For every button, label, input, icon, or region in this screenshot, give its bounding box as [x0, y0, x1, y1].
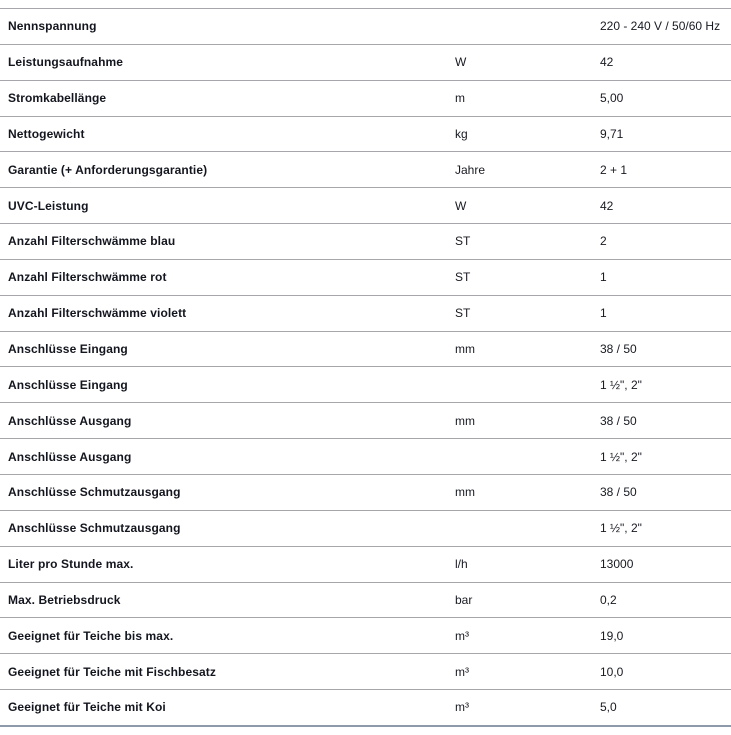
spec-label: Geeignet für Teiche mit Fischbesatz [8, 664, 216, 679]
table-row [0, 151, 731, 187]
spec-unit: ST [455, 234, 471, 249]
spec-value: 13000 [600, 557, 634, 572]
spec-value: 1 ½", 2" [600, 521, 642, 536]
spec-value: 38 / 50 [600, 413, 637, 428]
table-row [0, 8, 731, 44]
table-row [0, 44, 731, 80]
table-row [0, 80, 731, 116]
spec-unit [455, 9, 600, 44]
table-row [0, 653, 731, 689]
spec-label: Garantie (+ Anforderungsgarantie) [8, 162, 208, 177]
table-row [0, 582, 731, 618]
spec-unit: m³ [455, 700, 469, 715]
spec-unit [455, 511, 600, 546]
spec-label: Max. Betriebsdruck [8, 592, 121, 607]
spec-unit: m [455, 91, 465, 106]
spec-value: 38 / 50 [600, 485, 637, 500]
table-row [0, 331, 731, 367]
spec-unit: mm [455, 413, 475, 428]
spec-value: 42 [600, 198, 614, 213]
table-row [0, 223, 731, 259]
table-row [0, 259, 731, 295]
spec-label: Nettogewicht [8, 126, 85, 141]
spec-label: Anschlüsse Eingang [8, 342, 128, 357]
spec-unit: bar [455, 592, 473, 607]
table-row [0, 546, 731, 582]
spec-unit: m³ [455, 664, 469, 679]
table-row [0, 438, 731, 474]
spec-unit [455, 439, 600, 474]
spec-value: 1 [600, 306, 607, 321]
table-row [0, 402, 731, 438]
table-row [0, 116, 731, 152]
spec-value: 42 [600, 55, 614, 70]
spec-value: 5,0 [600, 700, 617, 715]
spec-value: 1 ½", 2" [600, 449, 642, 464]
spec-label: Anschlüsse Ausgang [8, 413, 132, 428]
spec-unit: W [455, 55, 467, 70]
spec-value: 220 - 240 V / 50/60 Hz [600, 19, 721, 34]
spec-value: 0,2 [600, 592, 617, 607]
spec-label: Leistungsaufnahme [8, 55, 124, 70]
table-row [0, 510, 731, 546]
spec-label: Anzahl Filterschwämme rot [8, 270, 167, 285]
spec-unit: mm [455, 485, 475, 500]
spec-unit [455, 367, 600, 402]
spec-label: Anschlüsse Schmutzausgang [8, 485, 181, 500]
spec-value: 38 / 50 [600, 342, 637, 357]
spec-label: Anzahl Filterschwämme violett [8, 306, 187, 321]
spec-label: Nennspannung [8, 19, 97, 34]
spec-unit: m³ [455, 628, 469, 643]
spec-label: Liter pro Stunde max. [8, 557, 134, 572]
table-row [0, 617, 731, 653]
spec-label: Stromkabellänge [8, 91, 107, 106]
spec-table [0, 8, 731, 727]
spec-unit: W [455, 198, 467, 213]
spec-unit: ST [455, 306, 471, 321]
spec-label: Anschlüsse Ausgang [8, 449, 132, 464]
spec-label: Anzahl Filterschwämme blau [8, 234, 176, 249]
table-row [0, 366, 731, 402]
spec-value: 10,0 [600, 664, 624, 679]
spec-label: Anschlüsse Schmutzausgang [8, 521, 181, 536]
spec-value: 5,00 [600, 91, 624, 106]
spec-label: Geeignet für Teiche bis max. [8, 628, 174, 643]
spec-value: 2 [600, 234, 607, 249]
table-row [0, 187, 731, 223]
spec-unit: Jahre [455, 162, 486, 177]
spec-label: Geeignet für Teiche mit Koi [8, 700, 166, 715]
spec-unit: mm [455, 342, 475, 357]
spec-label: Anschlüsse Eingang [8, 377, 128, 392]
spec-value: 1 [600, 270, 607, 285]
table-row [0, 295, 731, 331]
spec-value: 9,71 [600, 126, 624, 141]
spec-value: 2 + 1 [600, 162, 628, 177]
spec-label: UVC-Leistung [8, 198, 89, 213]
table-row [0, 474, 731, 510]
spec-value: 1 ½", 2" [600, 377, 642, 392]
spec-value: 19,0 [600, 628, 624, 643]
spec-unit: kg [455, 126, 468, 141]
spec-unit: ST [455, 270, 471, 285]
table-row [0, 689, 731, 725]
spec-unit: l/h [455, 557, 468, 572]
